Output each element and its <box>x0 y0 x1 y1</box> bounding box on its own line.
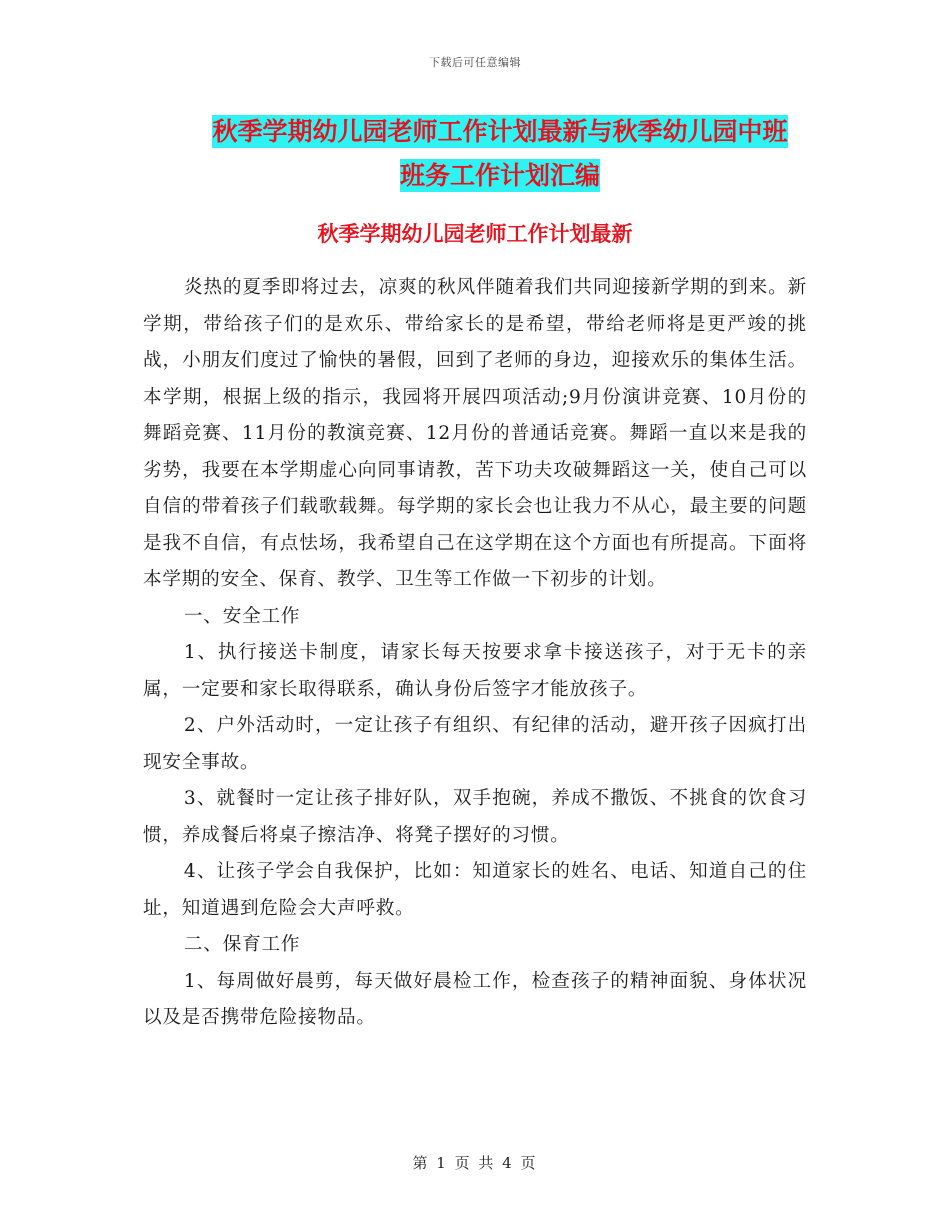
title-line-1: 秋季学期幼儿园老师工作计划最新与秋季幼儿园中班 <box>212 117 788 146</box>
safety-item-2: 2、户外活动时，一定让孩子有组织、有纪律的活动，避开孩子因疯打出现安全事故。 <box>143 715 807 773</box>
heading-safety: 一、安全工作 <box>183 605 301 627</box>
safety-item-4: 4、让孩子学会自我保护，比如：知道家长的姓名、电话、知道自己的住址，知道遇到危险会大声呼救。 <box>143 861 807 919</box>
safety-item-1: 1、执行接送卡制度，请家长每天按要求拿卡接送孩子，对于无卡的亲属，一定要和家长取得联系，确认身份后签字才能放孩子。 <box>143 642 807 700</box>
safety-item-3: 3、就餐时一定让孩子排好队，双手抱碗，养成不撒饭、不挑食的饮食习惯，养成餐后将桌子擦洁净、将凳子摆好的习惯。 <box>143 788 807 846</box>
section-title: 秋季学期幼儿园老师工作计划最新 <box>317 222 633 246</box>
header-note: 下载后可任意编辑 <box>429 56 521 69</box>
care-item-1: 1、每周做好晨剪，每天做好晨检工作，检查孩子的精神面貌、身体状况以及是否携带危险接物品。 <box>143 970 807 1028</box>
title-line-2: 班务工作计划汇编 <box>399 161 600 190</box>
document-title <box>140 110 860 198</box>
page-footer: 第 1 页 共 4 页 <box>412 1154 538 1172</box>
heading-care: 二、保育工作 <box>183 934 301 955</box>
document-body <box>143 270 807 1037</box>
intro-paragraph: 炎热的夏季即将过去，凉爽的秋风伴随着我们共同迎接新学期的到来。新学期，带给孩子们的是欢乐、带给家长的是希望，带给老师将是更严竣的挑战，小朋友们度过了愉快的暑假，回到了老师的身边，迎接欢乐的集体生活。本学期，根据上级的指示，我园将开展四项活动;9月份演讲竞赛、10月份的舞蹈竞赛、11月份的教演竞赛、12月份的普通话竞赛。舞蹈一直以来是我的劣势，我要在本学期虚心向同事请教，苦下功夫攻破舞蹈这一关，使自己可以自信的带着孩子们载歌载舞。每学期的家长会也让我力不从心，最主要的问题是我不自信，有点怯场，我希望自己在这学期在这个方面也有所提高。下面将本学期的安全、保育、教学、卫生等工作做一下初步的计划。 <box>143 277 807 590</box>
